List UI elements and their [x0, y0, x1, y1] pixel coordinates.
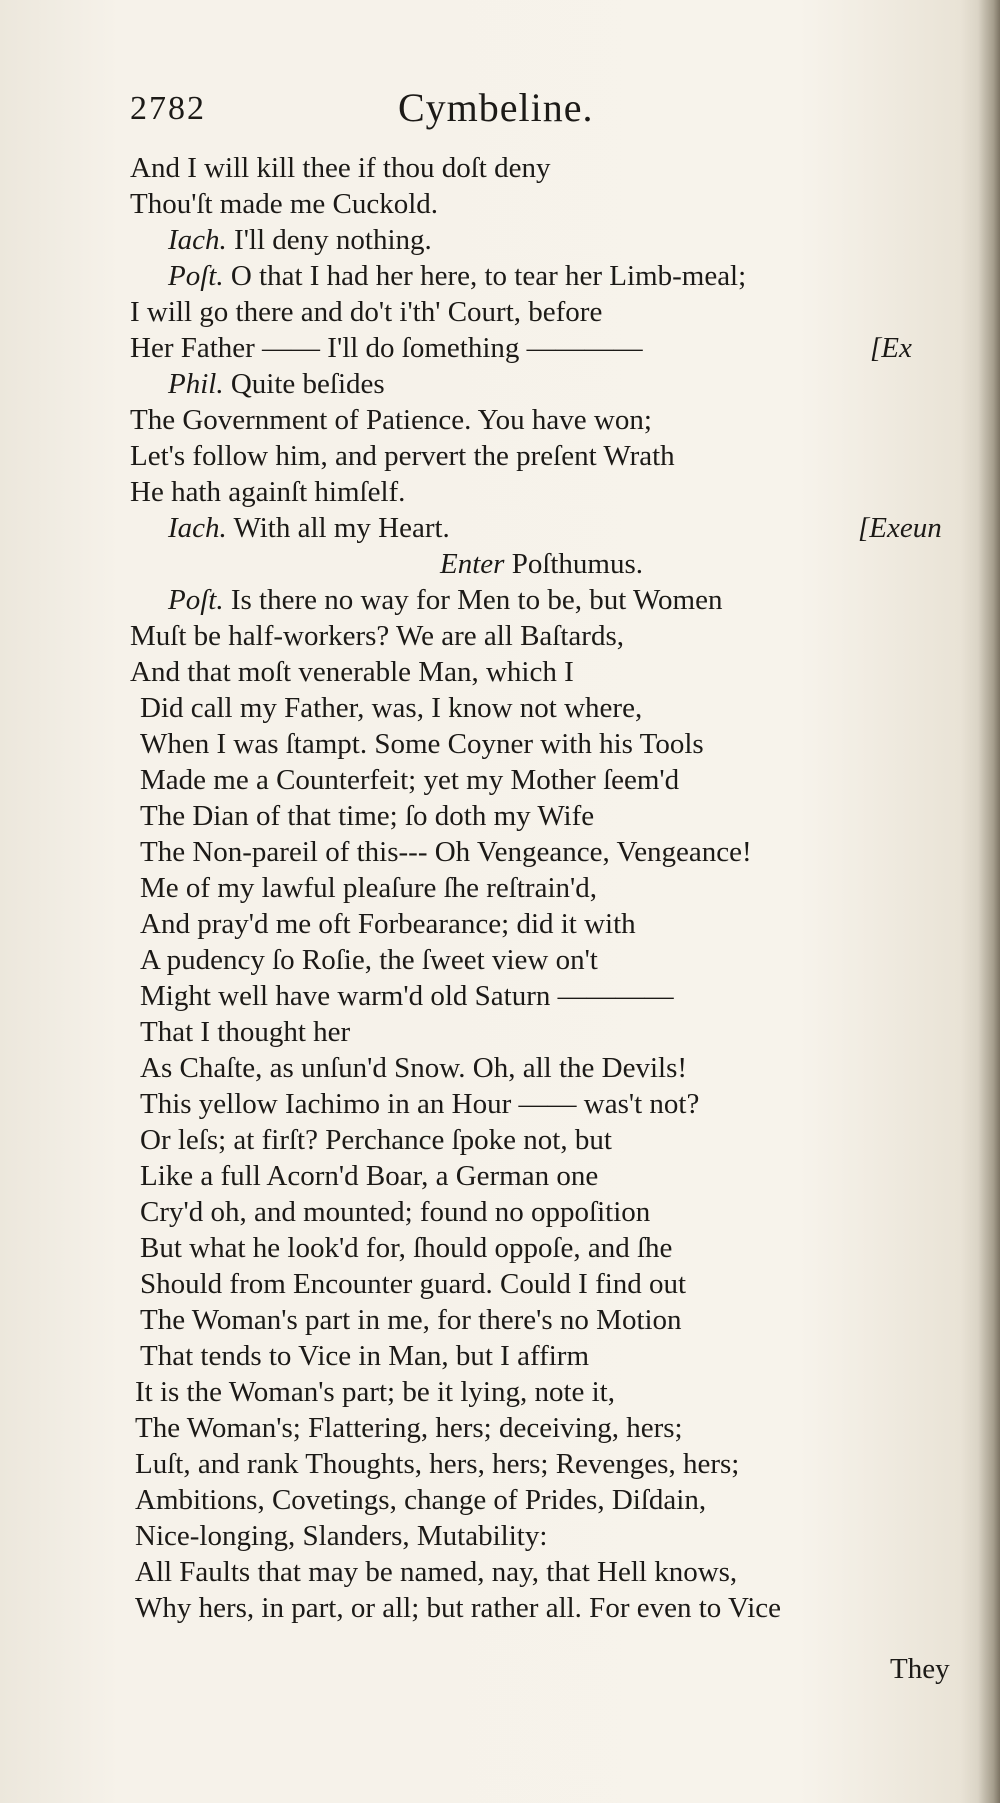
line-text: Like a full Acorn'd Boar, a German one [140, 1160, 599, 1192]
line-text: As Chaſte, as unſun'd Snow. Oh, all the Devils! [140, 1052, 688, 1084]
line-content [168, 222, 432, 258]
line-text: Me of my lawful pleaſure ſhe reſtrain'd, [140, 872, 597, 904]
text-line [0, 294, 1000, 330]
line-text: And pray'd me oft Forbearance; did it with [140, 908, 636, 940]
text-line [0, 510, 1000, 546]
line-text: With all my Heart. [233, 512, 450, 544]
running-title: Cymbeline. [398, 85, 594, 130]
line-text: Nice-longing, Slanders, Mutability: [135, 1520, 548, 1552]
line-content [140, 1266, 686, 1302]
text-line [0, 474, 1000, 510]
line-text: Did call my Father, was, I know not where, [140, 692, 643, 724]
text-line [0, 1374, 1000, 1410]
text-line [0, 1302, 1000, 1338]
line-content [135, 1482, 706, 1518]
line-content [140, 1014, 350, 1050]
line-content [130, 474, 405, 510]
line-text: The Government of Patience. You have won; [130, 404, 652, 436]
line-content [135, 1554, 737, 1590]
line-text: I'll deny nothing. [234, 224, 432, 256]
line-content [140, 978, 674, 1014]
speaker-prefix: Poſt. [168, 584, 224, 616]
speaker-prefix: Poſt. [168, 260, 224, 292]
text-line [0, 834, 1000, 870]
text-line [0, 1266, 1000, 1302]
line-content [130, 150, 550, 186]
text-line [0, 942, 1000, 978]
line-content [130, 294, 602, 330]
line-content [140, 1086, 699, 1122]
catchword: They [890, 1653, 950, 1685]
line-content [140, 906, 636, 942]
text-line [0, 1410, 1000, 1446]
text-line [0, 870, 1000, 906]
line-content [140, 870, 597, 906]
line-text: Might well have warm'd old Saturn ———— [140, 980, 674, 1012]
line-content [130, 186, 438, 222]
text-line [0, 762, 1000, 798]
text-line [0, 1050, 1000, 1086]
line-text: Luſt, and rank Thoughts, hers, hers; Revenges, hers; [135, 1448, 740, 1480]
text-line [0, 906, 1000, 942]
line-content [130, 402, 652, 438]
line-content [168, 258, 746, 294]
line-text: But what he look'd for, ſhould oppoſe, and ſhe [140, 1232, 673, 1264]
text-line [0, 1518, 1000, 1554]
line-text: The Non-pareil of this--- Oh Vengeance, Vengeance! [140, 836, 752, 868]
speaker-prefix: Phil. [168, 368, 224, 400]
speaker-prefix: Enter [440, 548, 505, 580]
line-content [440, 546, 643, 582]
line-text: Made me a Counterfeit; yet my Mother ſeem'd [140, 764, 680, 796]
line-text: O that I had her here, to tear her Limb-meal; [230, 260, 747, 292]
line-text: This yellow Iachimo in an Hour —— was't not? [140, 1088, 700, 1120]
text-line [0, 690, 1000, 726]
text-line [0, 1590, 1000, 1626]
text-line [0, 546, 1000, 582]
line-content [140, 726, 704, 762]
text-line [0, 726, 1000, 762]
text-line [0, 258, 1000, 294]
text-line [0, 1230, 1000, 1266]
text-line [0, 582, 1000, 618]
line-content [140, 834, 752, 870]
text-line [0, 402, 1000, 438]
line-content [140, 1230, 672, 1266]
line-text: Cry'd oh, and mounted; found no oppoſition [140, 1196, 651, 1228]
line-text: I will go there and do't i'th' Court, before [130, 296, 603, 328]
line-text: And that moſt venerable Man, which I [130, 656, 574, 688]
line-text: Poſthumus. [511, 548, 644, 580]
line-text: The Woman's part in me, for there's no Motion [140, 1304, 682, 1336]
line-content [135, 1374, 615, 1410]
line-content [140, 942, 598, 978]
line-text: Should from Encounter guard. Could I find out [140, 1268, 687, 1300]
line-content [140, 1302, 682, 1338]
line-text: That I thought her [140, 1016, 351, 1048]
text-line [0, 330, 1000, 366]
text-line [0, 798, 1000, 834]
text-line [0, 618, 1000, 654]
line-text: All Faults that may be named, nay, that Hell knows, [135, 1556, 738, 1588]
line-content [140, 798, 594, 834]
text-line [0, 1086, 1000, 1122]
line-content [130, 654, 574, 690]
line-text: And I will kill thee if thou doſt deny [130, 152, 551, 184]
line-text: Her Father —— I'll do ſomething ———— [130, 332, 643, 364]
line-content [140, 1194, 650, 1230]
text-line [0, 1554, 1000, 1590]
stage-direction: [Exeun [858, 512, 942, 544]
text-line [0, 366, 1000, 402]
line-text: Ambitions, Covetings, change of Prides, Diſdain, [135, 1484, 707, 1516]
stage-direction: [Ex [870, 332, 912, 364]
line-content [140, 690, 642, 726]
line-content [135, 1518, 547, 1554]
line-text: The Dian of that time; ſo doth my Wife [140, 800, 595, 832]
line-text: Why hers, in part, or all; but rather all. For even to Vice [135, 1592, 782, 1624]
speaker-prefix: Iach. [168, 224, 227, 256]
line-content [140, 762, 679, 798]
line-text: When I was ſtampt. Some Coyner with his Tools [140, 728, 704, 760]
speaker-prefix: Iach. [168, 512, 227, 544]
text-line [0, 1338, 1000, 1374]
text-line [0, 150, 1000, 186]
line-content [130, 330, 643, 366]
text-line [0, 1482, 1000, 1518]
text-line [0, 654, 1000, 690]
line-text: Quite beſides [230, 368, 385, 400]
text-line [0, 1122, 1000, 1158]
line-content [168, 510, 450, 546]
line-content [135, 1410, 683, 1446]
text-line [0, 438, 1000, 474]
line-content [135, 1590, 781, 1626]
text-line [0, 222, 1000, 258]
line-text: The Woman's; Flattering, hers; deceiving, hers; [135, 1412, 683, 1444]
text-line [0, 1194, 1000, 1230]
line-content [168, 582, 722, 618]
line-text: It is the Woman's part; be it lying, note it, [135, 1376, 615, 1408]
line-content [140, 1122, 612, 1158]
line-text: Is there no way for Men to be, but Women [230, 584, 723, 616]
page-number: 2782 [130, 90, 206, 127]
line-text: He hath againſt himſelf. [130, 476, 406, 508]
line-content [168, 366, 385, 402]
line-text: Muſt be half-workers? We are all Baſtards, [130, 620, 624, 652]
text-line [0, 1446, 1000, 1482]
text-line [0, 978, 1000, 1014]
line-text: That tends to Vice in Man, but I affirm [140, 1340, 590, 1372]
line-content [140, 1338, 589, 1374]
text-line [0, 186, 1000, 222]
text-line [0, 1014, 1000, 1050]
line-content [140, 1050, 687, 1086]
text-line [0, 1158, 1000, 1194]
line-content [130, 618, 624, 654]
line-text: Or leſs; at firſt? Perchance ſpoke not, but [140, 1124, 612, 1156]
line-content [130, 438, 675, 474]
line-text: Let's follow him, and pervert the preſent Wrath [130, 440, 675, 472]
line-text: A pudency ſo Roſie, the ſweet view on't [140, 944, 598, 976]
page-header [130, 84, 930, 134]
line-text: Thou'ſt made me Cuckold. [130, 188, 439, 220]
line-content [135, 1446, 739, 1482]
line-content [140, 1158, 598, 1194]
